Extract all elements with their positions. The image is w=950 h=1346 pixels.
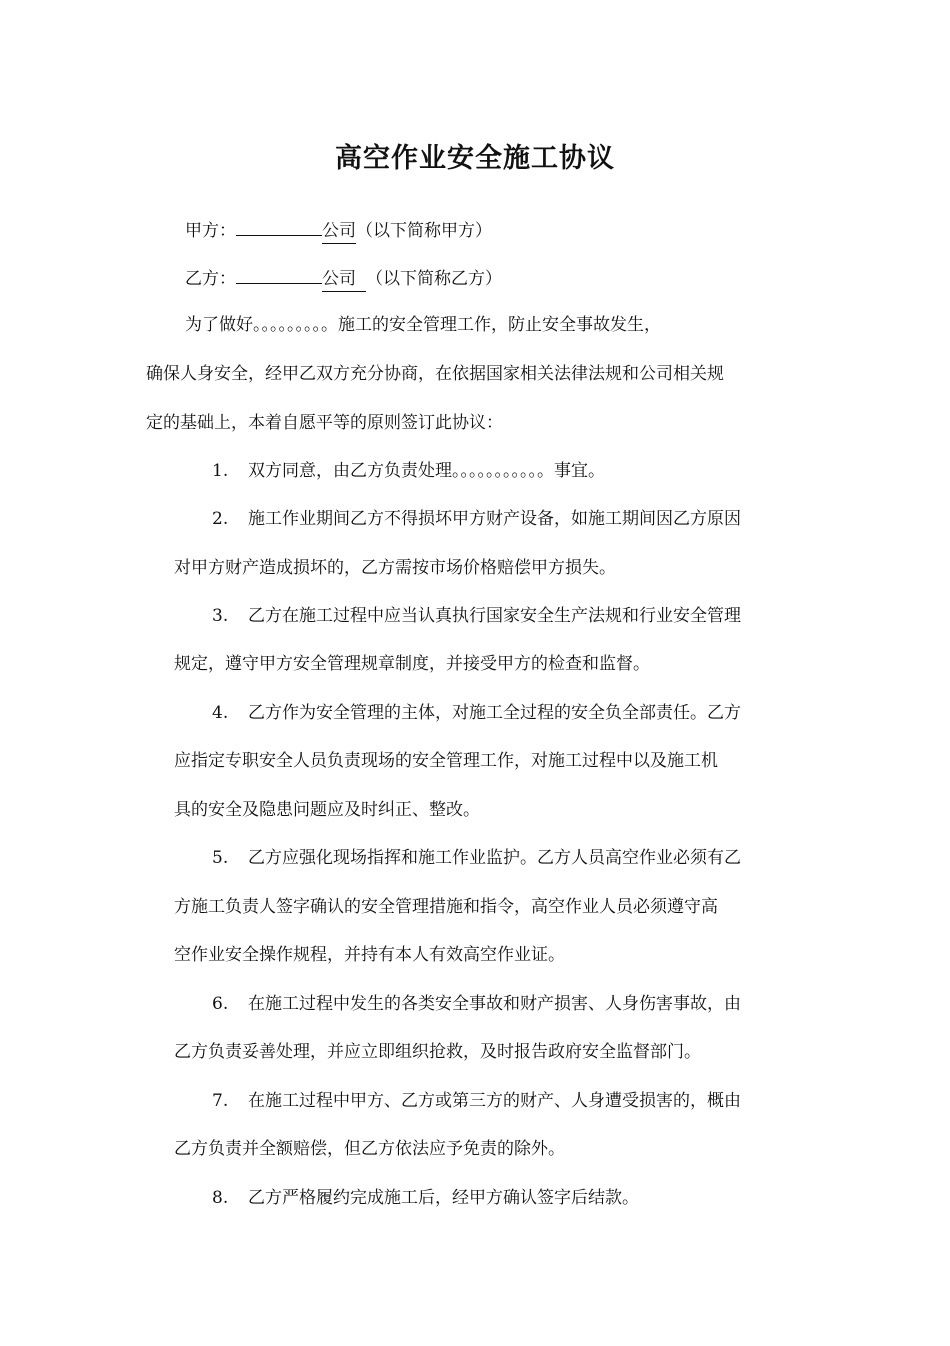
clause-6-line-2: 乙方负责妥善处理，并应立即组织抢救，及时报告政府安全监督部门。 (174, 1042, 701, 1062)
clause-7-line-2: 乙方负责并全额赔偿，但乙方依法应予免责的除外。 (174, 1139, 565, 1159)
clause-number: 6. (212, 994, 229, 1014)
intro-line-1: 为了做好。。。。。。。。。施工的安全管理工作，防止安全事故发生， (185, 315, 661, 335)
clause-number: 5. (212, 848, 229, 868)
document-title: 高空作业安全施工协议 (335, 143, 615, 174)
clause-4-line-2: 应指定专职安全人员负责现场的安全管理工作，对施工过程中以及施工机 (174, 751, 718, 771)
party-b-suffix: （以下简称乙方） (366, 269, 502, 289)
clause-number: 7. (212, 1091, 229, 1111)
clause-3-line-2: 规定，遵守甲方安全管理规章制度，并接受甲方的检查和监督。 (174, 654, 650, 674)
clause-5-line-2: 方施工负责人签字确认的安全管理措施和指令，高空作业人员必须遵守高 (174, 897, 718, 917)
clause-text: 乙方应强化现场指挥和施工作业监护。乙方人员高空作业必须有乙 (248, 848, 741, 868)
intro-line-2: 确保人身安全，经甲乙双方充分协商，在依据国家相关法律法规和公司相关规 (146, 364, 724, 384)
clause-3 (212, 604, 741, 628)
clause-number: 8. (212, 1188, 229, 1208)
party-b-company: 公司 (322, 267, 366, 292)
clause-4 (212, 701, 741, 725)
clause-4-line-3: 具的安全及隐患问题应及时纠正、整改。 (174, 800, 480, 820)
party-b-blank (236, 265, 322, 284)
clause-text: 乙方严格履约完成施工后，经甲方确认签字后结款。 (248, 1188, 639, 1208)
intro-line-3: 定的基础上，本着自愿平等的原则签订此协议： (146, 413, 503, 433)
clause-1 (212, 459, 605, 483)
clause-number: 3. (212, 606, 229, 626)
clause-5-line-3: 空作业安全操作规程，并持有本人有效高空作业证。 (174, 945, 565, 965)
clause-7 (212, 1089, 741, 1113)
clause-number: 2. (212, 509, 229, 529)
party-a-suffix: （以下简称甲方） (356, 221, 492, 241)
party-a-line (185, 217, 492, 244)
party-b-line (185, 265, 502, 292)
clause-2-line-2: 对甲方财产造成损坏的，乙方需按市场价格赔偿甲方损失。 (174, 558, 616, 578)
party-a-label: 甲方： (185, 221, 236, 241)
clause-number: 4. (212, 703, 229, 723)
clause-2 (212, 507, 741, 531)
party-a-blank (236, 217, 322, 236)
clause-text: 在施工过程中发生的各类安全事故和财产损害、人身伤害事故，由 (248, 994, 741, 1014)
clause-8 (212, 1186, 639, 1210)
clause-6 (212, 992, 741, 1016)
party-b-label: 乙方： (185, 269, 236, 289)
party-a-company: 公司 (322, 219, 356, 244)
clause-5 (212, 846, 741, 870)
clause-number: 1. (212, 461, 229, 481)
clause-text: 施工作业期间乙方不得损坏甲方财产设备，如施工期间因乙方原因 (248, 509, 741, 529)
clause-text: 乙方在施工过程中应当认真执行国家安全生产法规和行业安全管理 (248, 606, 741, 626)
clause-text: 乙方作为安全管理的主体，对施工全过程的安全负全部责任。乙方 (248, 703, 741, 723)
clause-text: 双方同意，由乙方负责处理。。。。。。。。。。。事宜。 (248, 461, 605, 481)
clause-text: 在施工过程中甲方、乙方或第三方的财产、人身遭受损害的，概由 (248, 1091, 741, 1111)
